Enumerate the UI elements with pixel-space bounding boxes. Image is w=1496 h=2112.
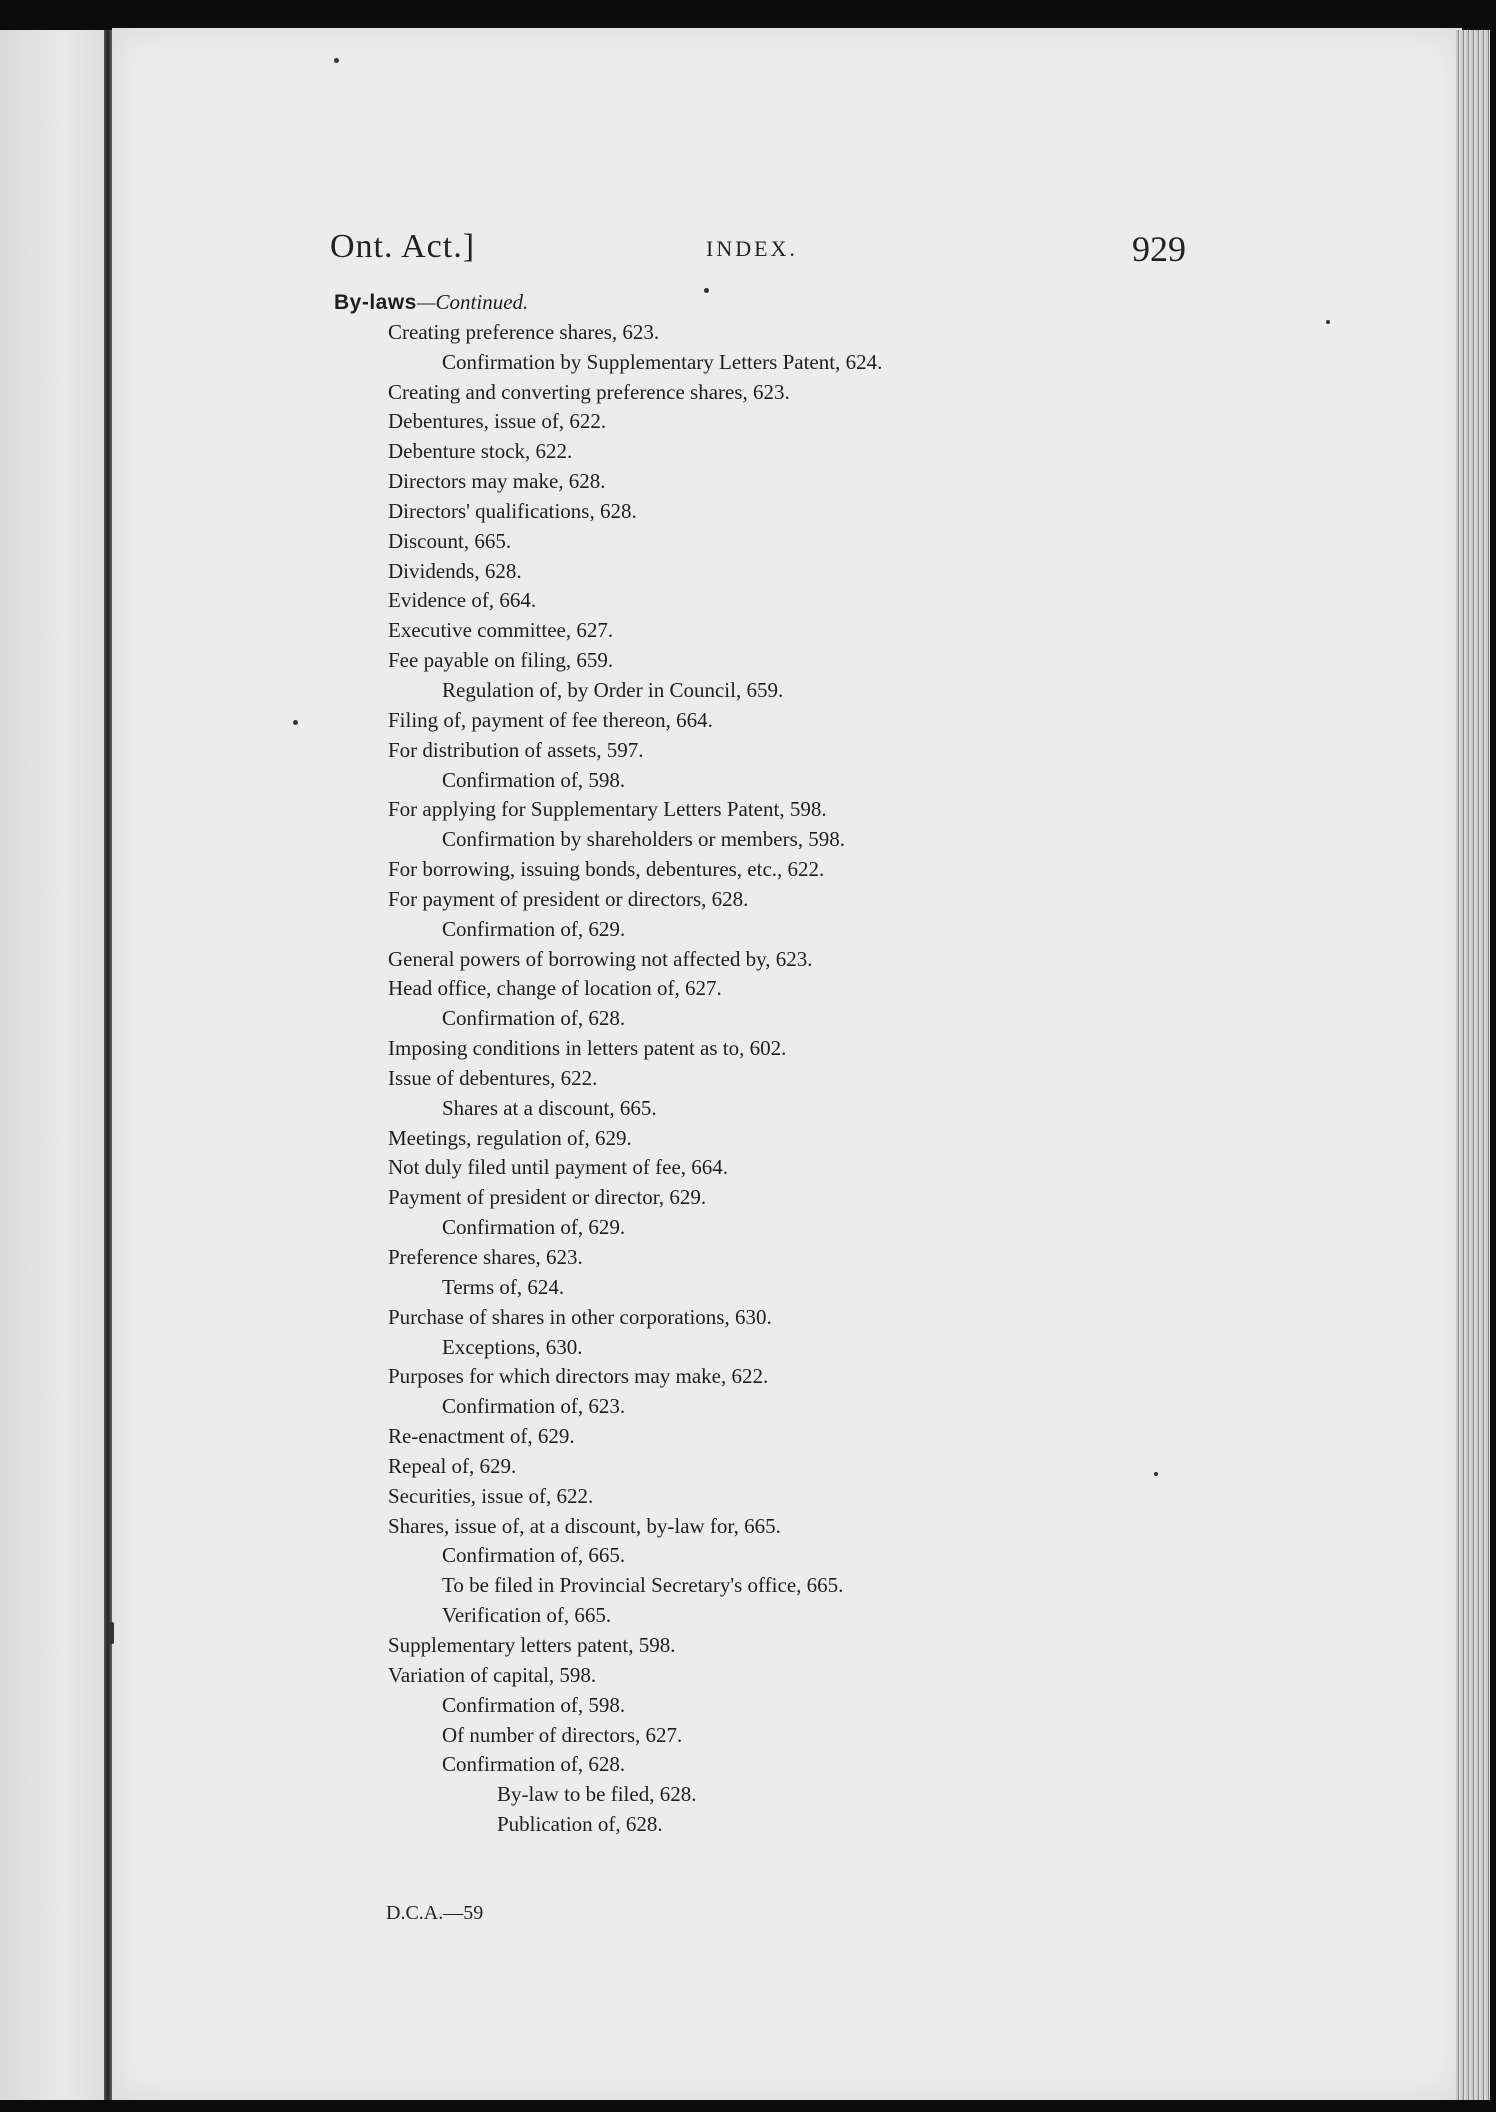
index-entry: Head office, change of location of, 627. [388,976,722,1001]
index-entry: General powers of borrowing not affected by, 623. [388,946,813,971]
index-entry: Debenture stock, 622. [388,439,573,464]
index-entry: Not duly filed until payment of fee, 664. [388,1155,729,1180]
index-entry: Of number of directors, 627. [442,1722,683,1747]
index-entry: Terms of, 624. [442,1274,565,1299]
running-head-section: INDEX. [706,236,798,261]
page-number: 929 [1132,229,1186,269]
index-entry: Shares at a discount, 665. [442,1095,657,1120]
index-entry: Meetings, regulation of, 629. [388,1125,632,1150]
index-entry: Repeal of, 629. [388,1453,517,1478]
index-entry: Purchase of shares in other corporations, 630. [388,1304,772,1329]
index-entry: For applying for Supplementary Letters Patent, 598. [388,797,827,822]
index-entry: Variation of capital, 598. [388,1662,597,1687]
index-entry: Confirmation by Supplementary Letters Patent, 624. [442,349,883,374]
index-entry: Fee payable on filing, 659. [388,648,614,673]
index-entry: Purposes for which directors may make, 622. [388,1364,769,1389]
index-entry: Issue of debentures, 622. [388,1065,598,1090]
index-entry: Confirmation of, 628. [442,1006,626,1031]
speck-mark [293,720,298,725]
index-entry: Confirmation by shareholders or members, 598. [442,827,845,852]
index-entry: Re-enactment of, 629. [388,1424,575,1449]
index-entry: Executive committee, 627. [388,618,614,643]
index-body [334,288,1234,1840]
index-entry: For payment of president or directors, 628. [388,886,749,911]
index-entry: For borrowing, issuing bonds, debentures, etc., 622. [388,857,825,882]
index-entry: Confirmation of, 623. [442,1394,626,1419]
left-page-edge [0,30,108,2100]
index-entry: Directors may make, 628. [388,469,606,494]
right-page-edges [1456,30,1490,2100]
index-entry: Confirmation of, 598. [442,1692,626,1717]
index-entry: Exceptions, 630. [442,1334,583,1359]
index-entry: Confirmation of, 665. [442,1543,626,1568]
running-head-title: Ont. Act.] [330,228,476,265]
index-entry: Creating preference shares, 623. [388,319,660,344]
index-entry: To be filed in Provincial Secretary's office, 665. [442,1573,844,1598]
index-entries [334,318,1234,1840]
index-entry: Confirmation of, 598. [442,767,626,792]
index-entry: Confirmation of, 629. [442,1215,626,1240]
running-head [330,228,1190,278]
index-entry: Confirmation of, 628. [442,1752,626,1777]
index-entry: Verification of, 665. [442,1603,612,1628]
book-gutter [104,30,112,2100]
index-entry: Creating and converting preference shares, 623. [388,379,790,404]
index-entry: Regulation of, by Order in Council, 659. [442,677,784,702]
index-entry: Securities, issue of, 622. [388,1483,594,1508]
index-entry: Payment of president or director, 629. [388,1185,707,1210]
index-entry: Shares, issue of, at a discount, by-law for, 665. [388,1513,781,1538]
index-entry: Debentures, issue of, 622. [388,409,607,434]
index-entry: Filing of, payment of fee thereon, 664. [388,707,713,732]
speck-mark [108,1622,114,1644]
heading-continued: —Continued. [416,290,529,314]
index-entry: Supplementary letters patent, 598. [388,1632,676,1657]
index-entry: By-law to be filed, 628. [497,1782,697,1807]
speck-mark [334,58,339,63]
index-entry: Dividends, 628. [388,558,522,583]
index-entry: Preference shares, 623. [388,1245,583,1269]
index-entry: Evidence of, 664. [388,588,537,613]
index-entry: Publication of, 628. [497,1812,663,1837]
index-entry: Confirmation of, 629. [442,916,626,941]
speck-mark [1326,320,1330,324]
heading-term: By-laws [334,291,417,314]
index-heading [334,288,1234,318]
index-entry: For distribution of assets, 597. [388,737,644,762]
signature-mark: D.C.A.—59 [386,1902,484,1924]
index-entry: Directors' qualifications, 628. [388,498,637,523]
index-entry: Imposing conditions in letters patent as to, 602. [388,1036,787,1061]
index-entry: Discount, 665. [388,528,512,553]
